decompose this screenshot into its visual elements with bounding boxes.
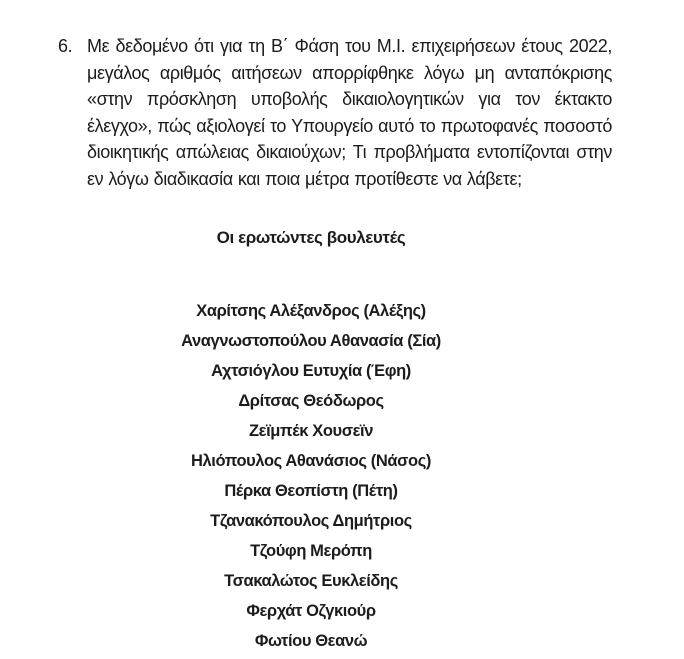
signatories-list xyxy=(0,296,622,656)
signatory-name: Τζούφη Μερόπη xyxy=(250,542,372,560)
signatory-name: Ζεϊμπέκ Χουσεϊν xyxy=(248,422,374,440)
question-number: 6. xyxy=(58,36,73,56)
signatory-name: Τζανακόπουλος Δημήτριος xyxy=(210,512,412,530)
question-text: Με δεδομένο ότι για τη Β΄ Φάση του Μ.Ι. επιχειρήσεων έτους 2022, μεγάλος αριθμός αιτήσεων απορρίφθηκε λόγω μη ανταπόκρισης «στην πρόσκληση υποβολής δικαιολογητικών για τον έκτακτο έλεγχο», πώς αξιολογεί το Υπουργείο αυτό το πρωτοφανές ποσοστό διοικητικής απώλειας δικαιούχων; Τι προβλήματα εντοπίζονται στην εν λόγω διαδικασία και ποια μέτρα προτίθεστε να λάβετε; xyxy=(87,36,612,189)
signatory-name: Ηλιόπουλος Αθανάσιος (Νάσος) xyxy=(191,452,431,470)
signatory-name: Αχτσιόγλου Ευτυχία (Έφη) xyxy=(211,362,411,380)
signatory-name: Φωτίου Θεανώ xyxy=(254,632,368,650)
signatory-name: Πέρκα Θεοπίστη (Πέτη) xyxy=(224,482,398,500)
signatories-heading: Οι ερωτώντες βουλευτές xyxy=(216,228,406,247)
signatory-name: Δρίτσας Θεόδωρος xyxy=(238,392,384,410)
signatory-name: Τσακαλώτος Ευκλείδης xyxy=(224,572,398,590)
signatory-name: Χαρίτσης Αλέξανδρος (Αλέξης) xyxy=(196,302,426,320)
signatory-name: Αναγνωστοπούλου Αθανασία (Σία) xyxy=(181,332,441,350)
question-item-6 xyxy=(58,33,612,192)
signatory-name: Φερχάτ Οζγκιούρ xyxy=(246,602,376,620)
